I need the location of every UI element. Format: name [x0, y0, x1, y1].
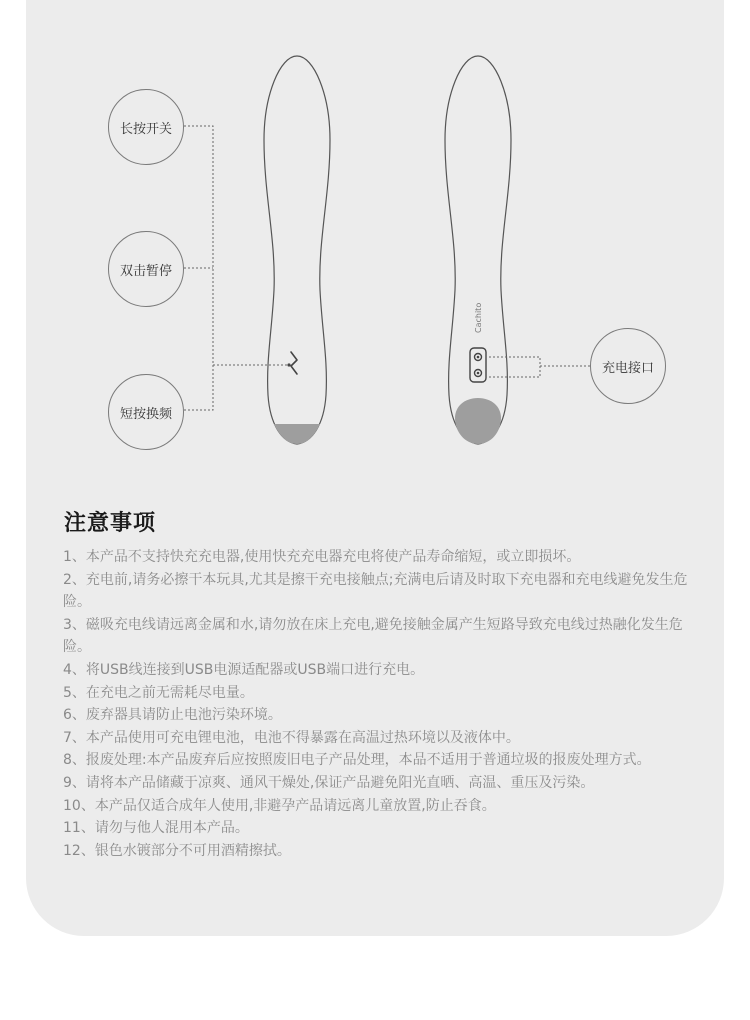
device-front: [264, 56, 330, 444]
long-press-text: 长按开关: [119, 121, 172, 137]
double-click-label: [108, 231, 184, 307]
charging-contacts: [470, 348, 486, 382]
device-front-tip: [274, 424, 320, 444]
note-item: 1、本产品不支持快充充电器,使用快充充电器充电将使产品寿命缩短，或立即损坏。: [63, 549, 581, 565]
wave-icon: [291, 352, 297, 374]
note-item: 6、废弃器具请防止电池污染环境。: [63, 707, 282, 724]
note-item: 12、银色水镀部分不可用酒精擦拭。: [63, 842, 291, 859]
note-item: 10、本产品仅适合成年人使用,非避孕产品请远离儿童放置,防止吞食。: [63, 797, 496, 814]
device-back-tip: [455, 398, 501, 444]
note-item: 5、在充电之前无需耗尽电量。: [63, 684, 254, 701]
short-press-text: 短按换频: [119, 406, 172, 422]
device-front-outline: [264, 56, 330, 444]
device-back-outline: [445, 56, 511, 444]
charging-port-label: [590, 328, 666, 404]
note-item: 3、磁吸充电线请远离金属和水,请勿放在床上充电,避免接触金属产生短路导致充电线过热融化发生危险。: [63, 616, 683, 656]
note-item: 9、请将本产品储藏于凉爽、通风干燥处,保证产品避免阳光直晒、高温、重压及污染。: [63, 774, 595, 791]
double-click-text: 双击暂停: [119, 263, 172, 279]
short-press-label: [108, 374, 184, 450]
notes-title: 注意事项: [64, 511, 157, 536]
charging-port-text: 充电接口: [601, 360, 654, 376]
device-back: [445, 56, 511, 444]
brand-text: Cachito: [474, 302, 483, 333]
notes-list: [63, 546, 699, 862]
note-item: 4、将USB线连接到USB电源适配器或USB端口进行充电。: [63, 661, 425, 678]
note-item: 8、报废处理:本产品废弃后应按照废旧电子产品处理，本品不适用于普通垃圾的报废处理方式。: [63, 752, 651, 769]
note-item: 7、本产品使用可充电锂电池，电池不得暴露在高温过热环境以及液体中。: [63, 729, 520, 746]
long-press-label: [108, 89, 184, 165]
note-item: 2、充电前,请务必擦干本玩具,尤其是擦干充电接触点;充满电后请及时取下充电器和充电线避免发生危险。: [63, 571, 688, 611]
leader-lines: [184, 126, 590, 410]
note-item: 11、请勿与他人混用本产品。: [63, 820, 249, 837]
